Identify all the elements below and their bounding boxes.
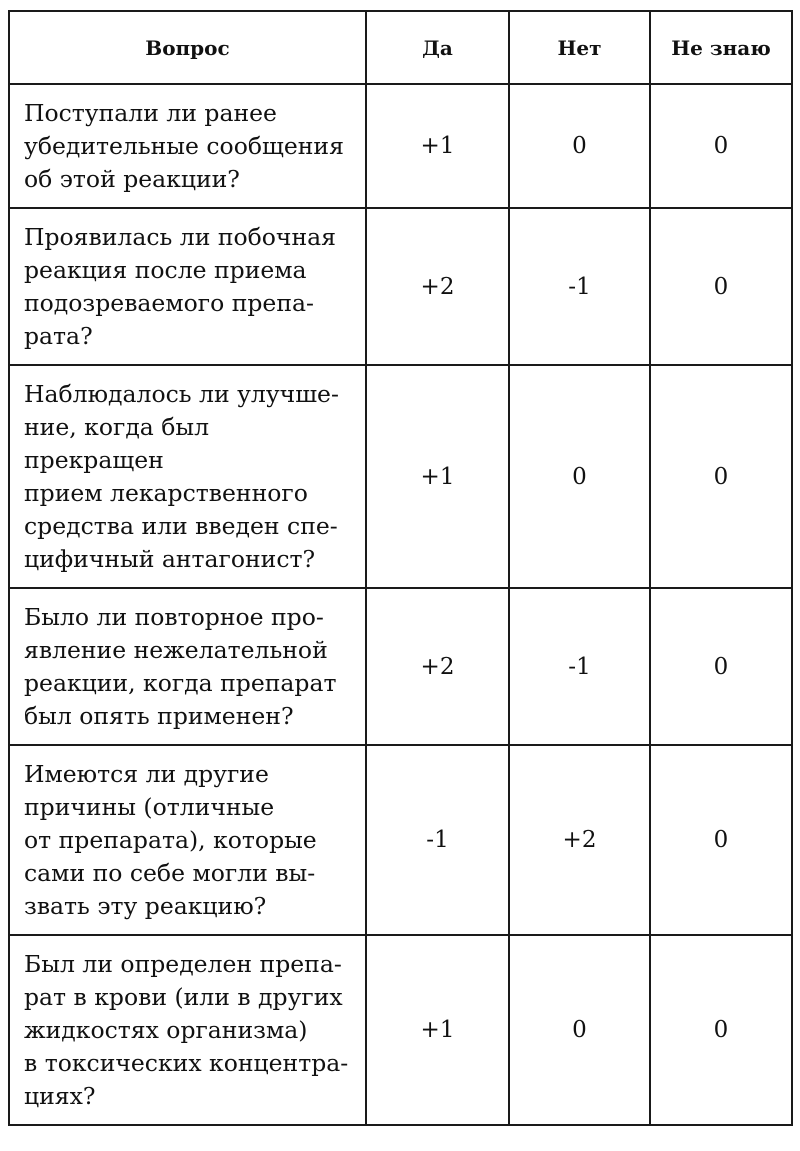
yes-score-cell: +2 [366, 588, 509, 745]
table-row [9, 935, 792, 1125]
table-row [9, 208, 792, 365]
no-score-cell: -1 [509, 208, 650, 365]
header-yes: Да [366, 11, 509, 84]
yes-score-cell: +1 [366, 935, 509, 1125]
header-row [9, 11, 792, 84]
yes-score-cell: +2 [366, 208, 509, 365]
no-score-cell: 0 [509, 365, 650, 588]
question-cell: Поступали ли ранее убедительные сообщения об этой реакции? [9, 84, 366, 208]
yes-score-cell: -1 [366, 745, 509, 935]
no-score-cell: 0 [509, 935, 650, 1125]
yes-score-cell: +1 [366, 84, 509, 208]
table-row [9, 745, 792, 935]
yes-score-cell: +1 [366, 365, 509, 588]
no-score-cell: +2 [509, 745, 650, 935]
question-cell: Наблюдалось ли улучше- ние, когда был прекращен прием лекарственного средства или введен спе- цифичный антагонист? [9, 365, 366, 588]
assessment-table [8, 10, 793, 1126]
unknown-score-cell: 0 [650, 745, 792, 935]
table-row [9, 365, 792, 588]
question-cell: Был ли определен препа- рат в крови (или в других жидкостях организма) в токсических концентра- циях? [9, 935, 366, 1125]
unknown-score-cell: 0 [650, 365, 792, 588]
header-unknown: Не знаю [650, 11, 792, 84]
table-row [9, 84, 792, 208]
unknown-score-cell: 0 [650, 588, 792, 745]
question-cell: Было ли повторное про- явление нежелательной реакции, когда препарат был опять применен? [9, 588, 366, 745]
header-question: Вопрос [9, 11, 366, 84]
unknown-score-cell: 0 [650, 935, 792, 1125]
unknown-score-cell: 0 [650, 84, 792, 208]
question-cell: Проявилась ли побочная реакция после приема подозреваемого препа- рата? [9, 208, 366, 365]
no-score-cell: -1 [509, 588, 650, 745]
unknown-score-cell: 0 [650, 208, 792, 365]
question-cell: Имеются ли другие причины (отличные от препарата), которые сами по себе могли вы- звать эту реакцию? [9, 745, 366, 935]
no-score-cell: 0 [509, 84, 650, 208]
header-no: Нет [509, 11, 650, 84]
table-row [9, 588, 792, 745]
